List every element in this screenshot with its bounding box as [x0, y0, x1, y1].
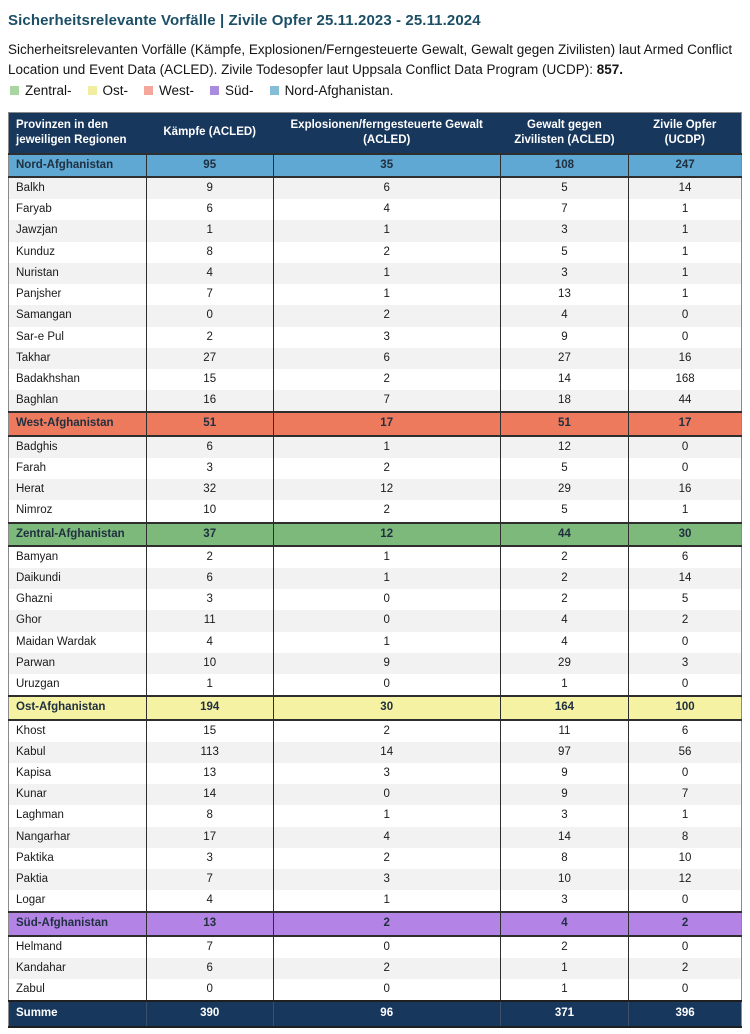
table-footer	[9, 1001, 742, 1026]
value-cell: 27	[146, 348, 273, 369]
incidents-table	[8, 112, 742, 1028]
province-row	[9, 589, 742, 610]
province-name-cell: Bamyan	[16, 550, 59, 563]
value-cell: 3	[146, 848, 273, 869]
province-name-cell: Khost	[16, 724, 46, 737]
province-row	[9, 784, 742, 805]
value-cell: 6	[146, 199, 273, 220]
value-cell: 4	[500, 632, 628, 653]
value-cell: 27	[500, 348, 628, 369]
value-cell: 4	[146, 890, 273, 912]
value-cell: 3	[500, 805, 628, 826]
value-cell: 113	[146, 742, 273, 763]
table-header	[9, 112, 742, 153]
value-cell: 3	[146, 458, 273, 479]
value-cell: 6	[146, 568, 273, 589]
value-cell: 0	[629, 979, 742, 1001]
value-cell: 3	[273, 327, 500, 348]
subtitle-total-value: 857.	[596, 61, 624, 77]
province-name-cell: Maidan Wardak	[16, 635, 97, 648]
col-header-explosionen: Explosionen/ferngesteuerte Gewalt (ACLED)	[273, 112, 500, 153]
value-cell: 29	[500, 479, 628, 500]
value-cell: 11	[146, 610, 273, 631]
province-row	[9, 327, 742, 348]
province-row	[9, 305, 742, 326]
value-cell: 6	[146, 958, 273, 979]
legend-item-ost	[88, 83, 129, 98]
legend-label: Nord-Afghanistan.	[284, 82, 394, 98]
value-cell: 3	[146, 589, 273, 610]
value-cell: 7	[146, 869, 273, 890]
value-cell: 14	[629, 177, 742, 199]
summe-row	[9, 1001, 742, 1026]
value-cell: 1	[146, 220, 273, 241]
value-cell: 0	[629, 305, 742, 326]
legend-item-west	[144, 83, 194, 98]
value-cell: 0	[629, 674, 742, 696]
value-cell: 18	[500, 390, 628, 412]
value-cell: 11	[500, 720, 628, 742]
value-cell: 164	[500, 696, 628, 719]
region-legend	[10, 83, 742, 98]
province-name-cell: Nangarhar	[16, 830, 71, 843]
value-cell: 194	[146, 696, 273, 719]
value-cell: 0	[273, 589, 500, 610]
province-name-cell: Nimroz	[16, 504, 53, 517]
value-cell: 8	[146, 805, 273, 826]
value-cell: 0	[273, 674, 500, 696]
value-cell: 2	[273, 848, 500, 869]
value-cell: 29	[500, 653, 628, 674]
value-cell: 14	[273, 742, 500, 763]
legend-label: West-	[159, 82, 195, 98]
value-cell: 1	[500, 979, 628, 1001]
value-cell: 14	[629, 568, 742, 589]
province-name-cell: Ghor	[16, 614, 42, 627]
province-name-cell: Takhar	[16, 351, 51, 364]
value-cell: 2	[273, 242, 500, 263]
value-cell: 2	[500, 546, 628, 568]
value-cell: 5	[629, 589, 742, 610]
region-row	[9, 912, 742, 935]
value-cell: 0	[629, 936, 742, 958]
legend-item-sued	[210, 83, 254, 98]
value-cell: 10	[629, 848, 742, 869]
value-cell: 1	[500, 958, 628, 979]
value-cell: 1	[146, 674, 273, 696]
subtitle-text: Sicherheitsrelevanten Vorfälle (Kämpfe, Explosionen/Ferngesteuerte Gewalt, Gewalt gegen Zivilisten) laut Armed Conflict Location und Event Data (ACLED). Zivile Todesopfer laut Uppsala Conflict Data Program (UCDP):	[8, 42, 733, 77]
col-header-gewalt-zivilisten: Gewalt gegen Zivilisten (ACLED)	[500, 112, 628, 153]
legend-label: Süd-	[225, 82, 254, 98]
province-name-cell: Kapisa	[16, 766, 52, 779]
province-name-cell: Kunduz	[16, 245, 56, 258]
province-name-cell: Farah	[16, 461, 47, 474]
province-name-cell: Paktia	[16, 873, 48, 886]
value-cell: 0	[146, 305, 273, 326]
summe-value-cell: 371	[500, 1001, 628, 1026]
province-row	[9, 653, 742, 674]
province-name-cell: Samangan	[16, 309, 72, 322]
value-cell: 6	[273, 177, 500, 199]
province-name-cell: Nuristan	[16, 266, 59, 279]
province-row	[9, 610, 742, 631]
value-cell: 17	[629, 412, 742, 435]
value-cell: 16	[629, 479, 742, 500]
province-row	[9, 805, 742, 826]
value-cell: 12	[273, 479, 500, 500]
province-row	[9, 436, 742, 458]
value-cell: 30	[629, 523, 742, 546]
ost-color-swatch-icon	[88, 86, 97, 95]
value-cell: 0	[629, 436, 742, 458]
region-name-cell: Ost-Afghanistan	[9, 696, 147, 719]
header-row	[9, 112, 742, 153]
province-name-cell: Ghazni	[16, 593, 53, 606]
value-cell: 5	[500, 458, 628, 479]
value-cell: 2	[273, 369, 500, 390]
province-row	[9, 348, 742, 369]
nord-color-swatch-icon	[270, 86, 279, 95]
value-cell: 16	[146, 390, 273, 412]
province-row	[9, 177, 742, 199]
value-cell: 35	[273, 154, 500, 177]
value-cell: 5	[500, 500, 628, 522]
province-name-cell: Laghman	[16, 809, 64, 822]
value-cell: 2	[273, 305, 500, 326]
value-cell: 2	[629, 912, 742, 935]
value-cell: 44	[500, 523, 628, 546]
region-name-cell: Süd-Afghanistan	[9, 912, 147, 935]
province-row	[9, 827, 742, 848]
value-cell: 15	[146, 720, 273, 742]
province-row	[9, 458, 742, 479]
value-cell: 95	[146, 154, 273, 177]
value-cell: 8	[146, 242, 273, 263]
value-cell: 1	[273, 568, 500, 589]
value-cell: 1	[629, 220, 742, 241]
value-cell: 3	[273, 869, 500, 890]
value-cell: 1	[273, 632, 500, 653]
value-cell: 2	[273, 720, 500, 742]
value-cell: 32	[146, 479, 273, 500]
value-cell: 3	[629, 653, 742, 674]
value-cell: 2	[500, 589, 628, 610]
value-cell: 7	[146, 284, 273, 305]
value-cell: 108	[500, 154, 628, 177]
value-cell: 17	[146, 827, 273, 848]
value-cell: 6	[146, 436, 273, 458]
value-cell: 14	[500, 827, 628, 848]
value-cell: 7	[500, 199, 628, 220]
province-row	[9, 369, 742, 390]
value-cell: 3	[500, 890, 628, 912]
value-cell: 3	[500, 220, 628, 241]
province-row	[9, 568, 742, 589]
value-cell: 0	[273, 979, 500, 1001]
value-cell: 1	[273, 436, 500, 458]
value-cell: 0	[146, 979, 273, 1001]
value-cell: 30	[273, 696, 500, 719]
province-name-cell: Zabul	[16, 983, 45, 996]
province-row	[9, 742, 742, 763]
summe-value-cell: 96	[273, 1001, 500, 1026]
province-row	[9, 390, 742, 412]
value-cell: 0	[273, 784, 500, 805]
value-cell: 4	[146, 632, 273, 653]
region-row	[9, 523, 742, 546]
province-name-cell: Herat	[16, 483, 45, 496]
value-cell: 4	[273, 827, 500, 848]
legend-label: Ost-	[102, 82, 129, 98]
province-name-cell: Kabul	[16, 745, 46, 758]
value-cell: 3	[500, 263, 628, 284]
province-row	[9, 936, 742, 958]
value-cell: 2	[273, 500, 500, 522]
region-name-cell: West-Afghanistan	[9, 412, 147, 435]
province-name-cell: Jawzjan	[16, 224, 58, 237]
value-cell: 2	[629, 610, 742, 631]
value-cell: 1	[629, 805, 742, 826]
value-cell: 0	[629, 458, 742, 479]
value-cell: 0	[273, 936, 500, 958]
value-cell: 37	[146, 523, 273, 546]
province-name-cell: Helmand	[16, 940, 63, 953]
value-cell: 13	[500, 284, 628, 305]
value-cell: 1	[629, 263, 742, 284]
value-cell: 7	[273, 390, 500, 412]
value-cell: 1	[629, 199, 742, 220]
value-cell: 5	[500, 177, 628, 199]
value-cell: 2	[146, 546, 273, 568]
province-name-cell: Daikundi	[16, 571, 61, 584]
value-cell: 9	[500, 784, 628, 805]
legend-item-nord	[270, 83, 394, 98]
col-header-zivile-opfer: Zivile Opfer (UCDP)	[629, 112, 742, 153]
province-row	[9, 720, 742, 742]
value-cell: 1	[273, 263, 500, 284]
value-cell: 247	[629, 154, 742, 177]
region-name-cell: Zentral-Afghanistan	[9, 523, 147, 546]
value-cell: 13	[146, 912, 273, 935]
value-cell: 2	[146, 327, 273, 348]
province-name-cell: Logar	[16, 894, 46, 907]
west-color-swatch-icon	[144, 86, 153, 95]
subtitle	[8, 40, 742, 80]
value-cell: 1	[629, 242, 742, 263]
value-cell: 7	[146, 936, 273, 958]
value-cell: 51	[500, 412, 628, 435]
province-row	[9, 674, 742, 696]
value-cell: 6	[629, 720, 742, 742]
value-cell: 3	[273, 763, 500, 784]
value-cell: 16	[629, 348, 742, 369]
value-cell: 9	[273, 653, 500, 674]
legend-label: Zentral-	[25, 82, 72, 98]
value-cell: 14	[146, 784, 273, 805]
value-cell: 2	[629, 958, 742, 979]
value-cell: 1	[273, 546, 500, 568]
province-name-cell: Parwan	[16, 656, 55, 669]
value-cell: 14	[500, 369, 628, 390]
value-cell: 1	[629, 500, 742, 522]
value-cell: 13	[146, 763, 273, 784]
value-cell: 0	[629, 327, 742, 348]
value-cell: 9	[500, 327, 628, 348]
sued-color-swatch-icon	[210, 86, 219, 95]
province-name-cell: Kandahar	[16, 961, 66, 974]
value-cell: 2	[273, 458, 500, 479]
province-row	[9, 890, 742, 912]
province-row	[9, 546, 742, 568]
value-cell: 10	[500, 869, 628, 890]
value-cell: 1	[273, 890, 500, 912]
province-row	[9, 284, 742, 305]
value-cell: 12	[273, 523, 500, 546]
summe-value-cell: 390	[146, 1001, 273, 1026]
region-row	[9, 154, 742, 177]
value-cell: 1	[500, 674, 628, 696]
value-cell: 15	[146, 369, 273, 390]
value-cell: 4	[146, 263, 273, 284]
value-cell: 0	[629, 763, 742, 784]
value-cell: 7	[629, 784, 742, 805]
summe-value-cell: 396	[629, 1001, 742, 1026]
value-cell: 1	[273, 284, 500, 305]
region-row	[9, 696, 742, 719]
summe-label: Summe	[9, 1001, 147, 1026]
province-row	[9, 199, 742, 220]
value-cell: 51	[146, 412, 273, 435]
province-row	[9, 479, 742, 500]
value-cell: 2	[273, 912, 500, 935]
province-row	[9, 958, 742, 979]
value-cell: 5	[500, 242, 628, 263]
value-cell: 1	[629, 284, 742, 305]
province-name-cell: Paktika	[16, 851, 54, 864]
province-row	[9, 763, 742, 784]
province-row	[9, 632, 742, 653]
value-cell: 12	[629, 869, 742, 890]
value-cell: 8	[500, 848, 628, 869]
value-cell: 6	[273, 348, 500, 369]
value-cell: 8	[629, 827, 742, 848]
value-cell: 4	[500, 610, 628, 631]
value-cell: 1	[273, 220, 500, 241]
value-cell: 9	[146, 177, 273, 199]
province-row	[9, 869, 742, 890]
province-name-cell: Panjsher	[16, 288, 62, 301]
province-name-cell: Kunar	[16, 788, 47, 801]
value-cell: 1	[273, 805, 500, 826]
province-row	[9, 979, 742, 1001]
page-title: Sicherheitsrelevante Vorfälle | Zivile Opfer 25.11.2023 - 25.11.2024	[8, 12, 481, 29]
table-body	[9, 154, 742, 1002]
value-cell: 168	[629, 369, 742, 390]
col-header-provinzen: Provinzen in den jeweiligen Regionen	[9, 112, 147, 153]
value-cell: 9	[500, 763, 628, 784]
province-row	[9, 263, 742, 284]
col-header-kaempfe: Kämpfe (ACLED)	[146, 112, 273, 153]
legend-item-zentral	[10, 83, 72, 98]
zentral-color-swatch-icon	[10, 86, 19, 95]
value-cell: 2	[500, 936, 628, 958]
province-name-cell: Badghis	[16, 440, 58, 453]
value-cell: 10	[146, 653, 273, 674]
value-cell: 97	[500, 742, 628, 763]
province-name-cell: Baghlan	[16, 394, 59, 407]
value-cell: 12	[500, 436, 628, 458]
province-name-cell: Faryab	[16, 203, 52, 216]
value-cell: 10	[146, 500, 273, 522]
value-cell: 4	[500, 912, 628, 935]
value-cell: 0	[273, 610, 500, 631]
value-cell: 4	[273, 199, 500, 220]
province-row	[9, 242, 742, 263]
value-cell: 0	[629, 890, 742, 912]
province-name-cell: Balkh	[16, 182, 45, 195]
province-name-cell: Uruzgan	[16, 678, 60, 691]
region-name-cell: Nord-Afghanistan	[9, 154, 147, 177]
province-name-cell: Badakhshan	[16, 373, 80, 385]
value-cell: 0	[629, 632, 742, 653]
value-cell: 17	[273, 412, 500, 435]
value-cell: 6	[629, 546, 742, 568]
province-row	[9, 500, 742, 522]
province-name-cell: Sar-e Pul	[16, 330, 64, 343]
province-row	[9, 848, 742, 869]
value-cell: 2	[273, 958, 500, 979]
value-cell: 56	[629, 742, 742, 763]
value-cell: 44	[629, 390, 742, 412]
value-cell: 100	[629, 696, 742, 719]
value-cell: 2	[500, 568, 628, 589]
value-cell: 4	[500, 305, 628, 326]
province-row	[9, 220, 742, 241]
region-row	[9, 412, 742, 435]
